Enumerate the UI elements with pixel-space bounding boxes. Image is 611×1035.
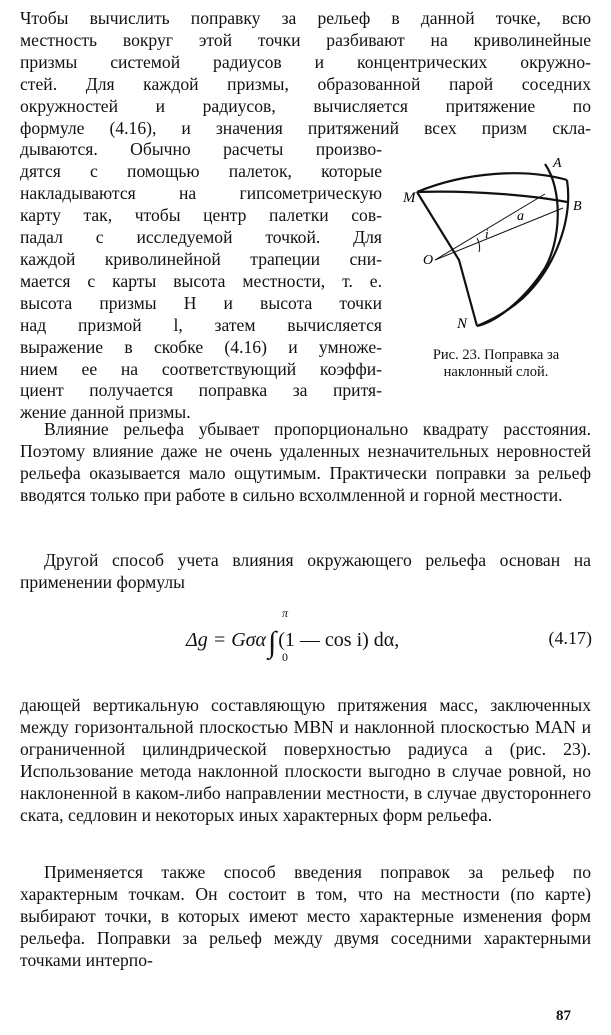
paragraph-2: Влияние рельефа убывает пропорционально квадрату расстояния. Поэтому влияние даже не очень удаленных незначительных неровностей рельефа оказывается мало ощутимым. Практически поправки за рельеф вводятся только при работе в сильно всхолмленной и горной местности.: [20, 419, 591, 505]
integral-sign-icon: ∫: [268, 626, 277, 659]
formula-integrand: (1 — cos i) dα,: [278, 629, 400, 651]
paragraph-5: Применяется также способ введения поправок за рельеф по характерным точкам. Он состоит в том, что на местности (по карте) выбирают точки, в которых имеют место характерные изменения форм рельефа. Поправки за рельеф между двумя соседними характерными точками интерпо-: [20, 862, 591, 970]
label-m: M: [403, 190, 416, 206]
paragraph-1-line: над призмой l, затем вычисляется: [20, 314, 382, 335]
angle-arc: [477, 238, 480, 252]
paragraph-1-line: нием ее на соответствующий коэффи-: [20, 358, 382, 379]
formula-lhs: Δg = Gσα: [186, 629, 267, 651]
caption-line-2: наклонный слой.: [443, 364, 549, 380]
label-o: O: [423, 253, 434, 268]
paragraph-3: Другой способ учета влияния окружающего рельефа основан на применении формулы: [20, 550, 591, 592]
paragraph-1-line: формуле (4.16), и значения притяжений всех призм скла-: [20, 117, 591, 138]
radius-ob: [435, 208, 563, 260]
integral-upper-limit: π: [282, 606, 289, 620]
page-number: 87: [556, 1008, 571, 1024]
paragraph-1-line: жение данной призмы.: [20, 402, 191, 423]
label-a: A: [553, 156, 562, 171]
label-b: B: [573, 199, 582, 214]
arc-ma: [417, 173, 567, 192]
line-mb: [417, 192, 567, 202]
paragraph-1-line: дятся с помощью палеток, которые: [20, 161, 382, 182]
paragraph-1-line: накладываются на гипсометрическую: [20, 183, 382, 204]
paragraph-1-line: каждой криволинейной трапеции сни-: [20, 248, 382, 269]
radius-oa: [435, 194, 545, 260]
label-a-radius: a: [517, 209, 524, 224]
paragraph-1-line: мается с карты высота местности, т. е.: [20, 270, 382, 291]
arc-bn: [477, 180, 568, 326]
paragraph-1-line: призмы системой радиусов и концентрических окружно-: [20, 51, 591, 72]
label-n: N: [457, 316, 468, 332]
paragraph-1-line: местность вокруг этой точки разбивают на криволинейные: [20, 29, 591, 50]
formula-4-17: [186, 606, 606, 670]
paragraph-1-line: высота призмы H и высота точки: [20, 292, 382, 313]
paragraph-1-line: выражение в скобке (4.16) и умноже-: [20, 336, 382, 357]
paragraph-1-line: падал с исследуемой точкой. Для: [20, 227, 382, 248]
paragraph-1-line: стей. Для каждой призмы, образованной парой соседних: [20, 73, 591, 94]
caption-line-1: Рис. 23. Поправка за: [432, 347, 560, 363]
paragraph-1-line: окружностей и радиусов, вычисляется притяжение по: [20, 95, 591, 116]
label-i-angle: i: [485, 226, 489, 241]
paragraph-1-line: карту так, чтобы центр палетки сов-: [20, 205, 382, 226]
paragraph-1-line: дываются. Обычно расчеты произво-: [20, 139, 382, 160]
equation-number: (4.17): [548, 628, 592, 648]
integral-lower-limit: 0: [282, 650, 288, 664]
paragraph-1-line: Чтобы вычислить поправку за рельеф в данной точке, всю: [20, 8, 591, 28]
figure-caption: [398, 347, 594, 381]
paragraph-1-line: циент получается поправка за притя-: [20, 380, 382, 401]
paragraph-4: дающей вертикальную составляющую притяжения масс, заключенных между горизонтальной плоскостью MBN и наклонной плоскостью MAN и ограниченной цилиндрической поверхностью радиуса a (рис. 23). Использование метода наклонной плоскости выгодно в случае ровной, но наклоненной в каком-либо направлении местности, в случае двустороннего ската, седловин и некоторых иных характерных форм рельефа.: [20, 695, 591, 825]
